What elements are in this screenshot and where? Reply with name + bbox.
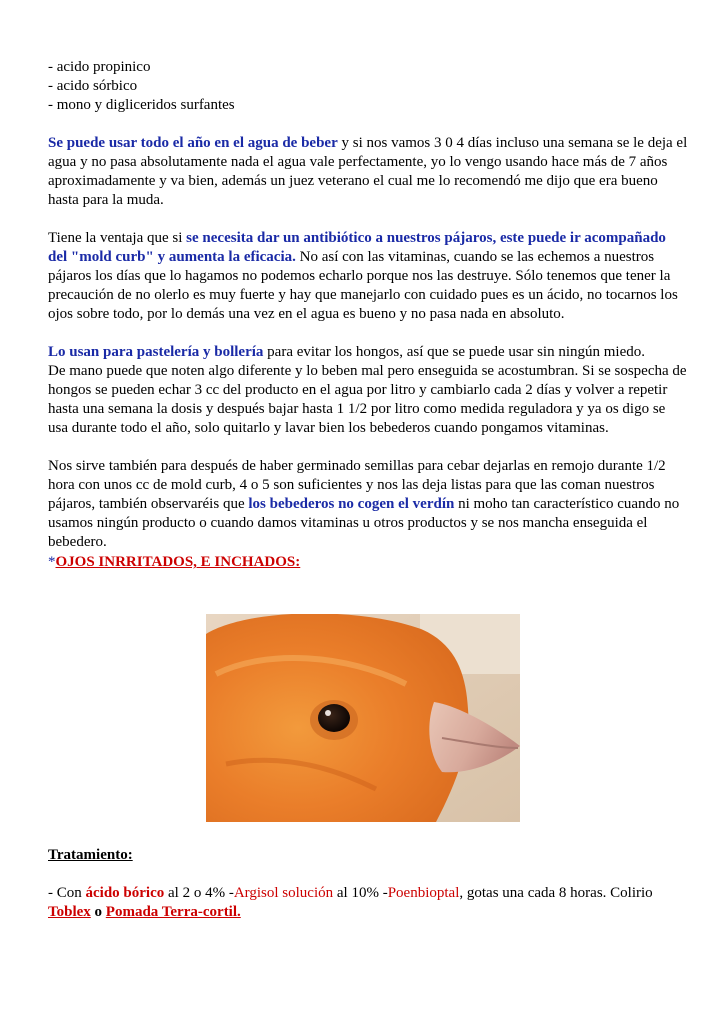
- list-item: - acido sórbico: [48, 78, 138, 94]
- highlight-text: se necesita dar un antibiótico a nuestros pájaros, este puede ir acompañado del "mold curb" y aumenta la eficacia.: [48, 230, 666, 265]
- body-text: al 2 o 4% -: [164, 885, 234, 901]
- body-text: De mano puede que noten algo diferente y lo beben mal pero enseguida se acostumbran. Si se sospecha de hongos se pueden echar 3 cc del producto en el agua por litro y cambiarlo cada 2 días y volver a repetir hasta una semana la dosis y después bajar hasta 1 1/2 por litro como medida reguladora y ya os digo se usa durante todo el año, solo quitarlo y lavar bien los bebederos cuando pongamos vitaminas.: [48, 363, 687, 436]
- paragraph-antibiotic: [48, 229, 688, 324]
- highlight-text: los bebederos no cogen el verdín: [248, 496, 455, 512]
- treatment-text: [48, 884, 688, 922]
- paragraph-usage: [48, 134, 688, 210]
- highlight-text: Se puede usar todo el año en el agua de beber: [48, 135, 338, 151]
- list-item: - acido propinico: [48, 59, 151, 75]
- paragraph-seeds: [48, 457, 688, 552]
- body-text: Tiene la ventaja que si: [48, 230, 187, 246]
- paragraph-pastry: [48, 343, 688, 438]
- drug-poenbioptal: Poenbioptal: [387, 885, 460, 901]
- highlight-text: Lo usan para pastelería y bollería: [48, 344, 264, 360]
- additive-list: [48, 58, 688, 115]
- document-body: [48, 58, 688, 571]
- drug-pomada-terra-cortil: Pomada Terra-cortil.: [105, 904, 241, 920]
- body-text: al 10% -: [333, 885, 388, 901]
- body-text: o: [90, 904, 106, 920]
- list-item: - mono y digliceridos surfantes: [48, 97, 235, 113]
- drug-acido-borico: ácido bórico: [85, 885, 165, 901]
- body-text: No así con las vitaminas, cuando se las echemos a nuestros pájaros los días que lo hagamos no podemos echarlo porque nos las destruye. Sólo tenemos que tener la precaución de no olerlo es muy fuerte y hay que manejarlo con cuidado pues es un ácido, no tocarnos los ojos sobre todo, por lo demás una vez en el agua es bueno y no pasa nada en absoluto.: [48, 249, 678, 322]
- canary-eye-photo: [206, 614, 520, 822]
- treatment-title: Tratamiento:: [48, 847, 133, 863]
- body-text: y si nos vamos 3 0 4 días incluso una semana se le deja el agua y no pasa absolutamente nada el agua vale perfectamente, yo lo vengo usando hace más de 7 años aproximadamente y va bien, además un juez veterano el cual me lo recomendó me dijo que era bueno hasta para la muda.: [48, 135, 688, 208]
- drug-toblex: Toblex: [48, 904, 91, 920]
- canary-eye: [318, 704, 350, 732]
- body-text: para evitar los hongos, así que se puede usar sin ningún miedo.: [263, 344, 646, 360]
- body-text: - Con: [48, 885, 86, 901]
- body-text: ni moho tan característico cuando no usamos ningún producto o cuando damos vitaminas u otros productos y se nos mancha enseguida el bebedero.: [48, 496, 680, 550]
- body-text: Nos sirve también para después de haber germinado semillas para cebar dejarlas en remojo durante 1/2 hora con unos cc de mold curb, 4 o 5 son suficientes y nos las deja listas para que las coman nuestros pájaros, también observaréis que: [48, 458, 666, 512]
- eye-reflection: [325, 710, 331, 716]
- heading-title: OJOS INRRITADOS, E INCHADOS:: [55, 554, 301, 570]
- heading-star: *: [48, 554, 56, 570]
- drug-argisol: Argisol solución: [233, 885, 334, 901]
- body-text: , gotas una cada 8 horas. Colirio: [459, 885, 653, 901]
- section-heading: [48, 553, 300, 572]
